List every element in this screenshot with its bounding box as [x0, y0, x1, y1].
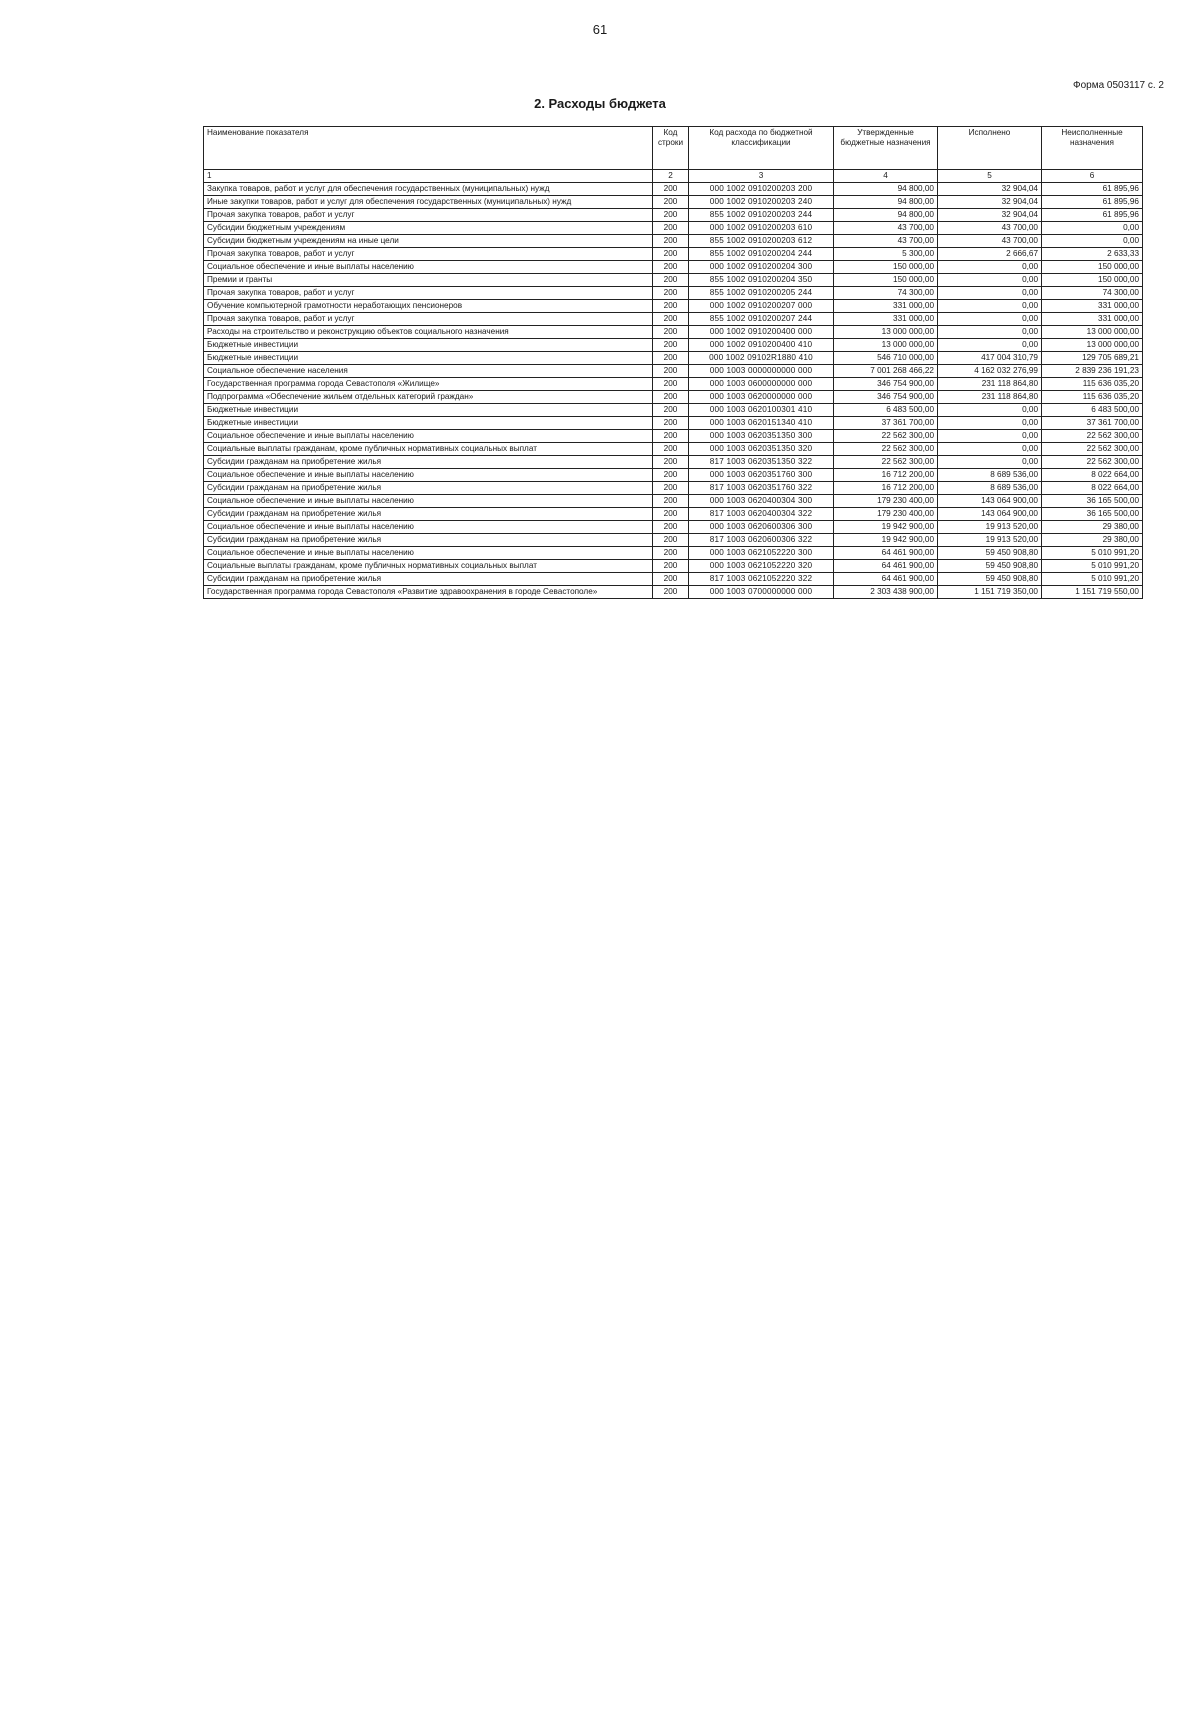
row-name: Социальное обеспечение и иные выплаты населению — [204, 547, 653, 560]
row-name: Расходы на строительство и реконструкцию объектов социального назначения — [204, 326, 653, 339]
row-line-code: 200 — [653, 209, 689, 222]
row-executed-amount: 0,00 — [938, 430, 1042, 443]
row-name: Субсидии гражданам на приобретение жилья — [204, 534, 653, 547]
row-executed-amount: 0,00 — [938, 456, 1042, 469]
row-name: Субсидии бюджетным учреждениям на иные цели — [204, 235, 653, 248]
table-row — [204, 430, 1143, 443]
row-remaining-amount: 150 000,00 — [1042, 261, 1143, 274]
row-executed-amount: 0,00 — [938, 274, 1042, 287]
row-executed-amount: 8 689 536,00 — [938, 469, 1042, 482]
row-name: Субсидии гражданам на приобретение жилья — [204, 482, 653, 495]
row-executed-amount: 32 904,04 — [938, 209, 1042, 222]
row-name: Социальные выплаты гражданам, кроме публичных нормативных социальных выплат — [204, 443, 653, 456]
row-line-code: 200 — [653, 534, 689, 547]
row-approved-amount: 19 942 900,00 — [834, 521, 938, 534]
row-approved-amount: 546 710 000,00 — [834, 352, 938, 365]
row-line-code: 200 — [653, 248, 689, 261]
row-executed-amount: 0,00 — [938, 443, 1042, 456]
row-executed-amount: 59 450 908,80 — [938, 560, 1042, 573]
row-classification-code: 817 1003 0621052220 322 — [689, 573, 834, 586]
row-executed-amount: 43 700,00 — [938, 235, 1042, 248]
row-line-code: 200 — [653, 261, 689, 274]
row-classification-code: 817 1003 0620351350 322 — [689, 456, 834, 469]
table-row — [204, 378, 1143, 391]
row-name: Подпрограмма «Обеспечение жильем отдельных категорий граждан» — [204, 391, 653, 404]
row-executed-amount: 1 151 719 350,00 — [938, 586, 1042, 599]
row-line-code: 200 — [653, 547, 689, 560]
form-code: Форма 0503117 с. 2 — [1072, 80, 1164, 91]
row-line-code: 200 — [653, 391, 689, 404]
header-line-code: Код строки — [653, 127, 689, 170]
row-remaining-amount: 115 636 035,20 — [1042, 391, 1143, 404]
row-classification-code: 855 1002 0910200203 612 — [689, 235, 834, 248]
row-line-code: 200 — [653, 287, 689, 300]
row-classification-code: 000 1002 0910200400 410 — [689, 339, 834, 352]
row-remaining-amount: 150 000,00 — [1042, 274, 1143, 287]
row-name: Социальное обеспечение и иные выплаты населению — [204, 521, 653, 534]
row-remaining-amount: 74 300,00 — [1042, 287, 1143, 300]
row-line-code: 200 — [653, 404, 689, 417]
row-classification-code: 000 1002 0910200400 000 — [689, 326, 834, 339]
table-row — [204, 404, 1143, 417]
row-remaining-amount: 22 562 300,00 — [1042, 430, 1143, 443]
table-row — [204, 508, 1143, 521]
row-approved-amount: 37 361 700,00 — [834, 417, 938, 430]
row-executed-amount: 0,00 — [938, 300, 1042, 313]
row-line-code: 200 — [653, 326, 689, 339]
row-line-code: 200 — [653, 573, 689, 586]
row-approved-amount: 331 000,00 — [834, 313, 938, 326]
row-name: Социальное обеспечение и иные выплаты населению — [204, 430, 653, 443]
table-body — [204, 183, 1143, 599]
row-name: Прочая закупка товаров, работ и услуг — [204, 209, 653, 222]
row-name: Бюджетные инвестиции — [204, 352, 653, 365]
row-executed-amount: 0,00 — [938, 417, 1042, 430]
header-classification-code: Код расхода по бюджетной классификации — [689, 127, 834, 170]
row-remaining-amount: 129 705 689,21 — [1042, 352, 1143, 365]
row-name: Прочая закупка товаров, работ и услуг — [204, 287, 653, 300]
row-executed-amount: 231 118 864,80 — [938, 378, 1042, 391]
row-remaining-amount: 22 562 300,00 — [1042, 456, 1143, 469]
row-classification-code: 855 1002 0910200207 244 — [689, 313, 834, 326]
row-classification-code: 000 1002 09102R1880 410 — [689, 352, 834, 365]
row-classification-code: 817 1003 0620600306 322 — [689, 534, 834, 547]
row-name: Прочая закупка товаров, работ и услуг — [204, 313, 653, 326]
row-line-code: 200 — [653, 274, 689, 287]
row-remaining-amount: 2 839 236 191,23 — [1042, 365, 1143, 378]
row-line-code: 200 — [653, 521, 689, 534]
row-classification-code: 000 1003 0620400304 300 — [689, 495, 834, 508]
row-executed-amount: 417 004 310,79 — [938, 352, 1042, 365]
table-row — [204, 586, 1143, 599]
row-executed-amount: 231 118 864,80 — [938, 391, 1042, 404]
table-row — [204, 235, 1143, 248]
row-name: Прочая закупка товаров, работ и услуг — [204, 248, 653, 261]
table-row — [204, 196, 1143, 209]
row-classification-code: 000 1003 0621052220 320 — [689, 560, 834, 573]
table-row — [204, 417, 1143, 430]
row-approved-amount: 6 483 500,00 — [834, 404, 938, 417]
table-row — [204, 391, 1143, 404]
table-row — [204, 534, 1143, 547]
row-line-code: 200 — [653, 586, 689, 599]
row-executed-amount: 8 689 536,00 — [938, 482, 1042, 495]
row-line-code: 200 — [653, 352, 689, 365]
row-approved-amount: 22 562 300,00 — [834, 430, 938, 443]
row-executed-amount: 0,00 — [938, 339, 1042, 352]
table-row — [204, 261, 1143, 274]
row-line-code: 200 — [653, 469, 689, 482]
table-row — [204, 547, 1143, 560]
row-name: Государственная программа города Севастополя «Развитие здравоохранения в городе Севастополе» — [204, 586, 653, 599]
header-approved: Утвержденные бюджетные назначения — [834, 127, 938, 170]
row-name: Социальные выплаты гражданам, кроме публичных нормативных социальных выплат — [204, 560, 653, 573]
row-line-code: 200 — [653, 339, 689, 352]
table-row — [204, 352, 1143, 365]
row-executed-amount: 143 064 900,00 — [938, 508, 1042, 521]
row-name: Бюджетные инвестиции — [204, 417, 653, 430]
row-approved-amount: 43 700,00 — [834, 222, 938, 235]
row-approved-amount: 179 230 400,00 — [834, 508, 938, 521]
row-line-code: 200 — [653, 482, 689, 495]
row-name: Обучение компьютерной грамотности неработающих пенсионеров — [204, 300, 653, 313]
row-remaining-amount: 22 562 300,00 — [1042, 443, 1143, 456]
row-name: Премии и гранты — [204, 274, 653, 287]
table-row — [204, 560, 1143, 573]
row-classification-code: 000 1003 0620351350 300 — [689, 430, 834, 443]
row-classification-code: 817 1003 0620400304 322 — [689, 508, 834, 521]
row-line-code: 200 — [653, 235, 689, 248]
table-row — [204, 183, 1143, 196]
header-row — [204, 127, 1143, 170]
row-executed-amount: 0,00 — [938, 313, 1042, 326]
row-remaining-amount: 29 380,00 — [1042, 521, 1143, 534]
table-row — [204, 443, 1143, 456]
row-approved-amount: 346 754 900,00 — [834, 391, 938, 404]
row-name: Закупка товаров, работ и услуг для обеспечения государственных (муниципальных) нужд — [204, 183, 653, 196]
page-title: 2. Расходы бюджета — [534, 96, 666, 111]
row-executed-amount: 143 064 900,00 — [938, 495, 1042, 508]
row-approved-amount: 22 562 300,00 — [834, 443, 938, 456]
row-line-code: 200 — [653, 560, 689, 573]
row-approved-amount: 94 800,00 — [834, 196, 938, 209]
row-approved-amount: 64 461 900,00 — [834, 573, 938, 586]
row-approved-amount: 179 230 400,00 — [834, 495, 938, 508]
row-executed-amount: 59 450 908,80 — [938, 573, 1042, 586]
column-number: 1 — [204, 170, 653, 183]
row-line-code: 200 — [653, 430, 689, 443]
row-remaining-amount: 37 361 700,00 — [1042, 417, 1143, 430]
header-remaining: Неисполненные назначения — [1042, 127, 1143, 170]
table-row — [204, 222, 1143, 235]
row-executed-amount: 0,00 — [938, 326, 1042, 339]
row-classification-code: 000 1003 0620600306 300 — [689, 521, 834, 534]
row-classification-code: 855 1002 0910200205 244 — [689, 287, 834, 300]
table-row — [204, 521, 1143, 534]
table-row — [204, 209, 1143, 222]
row-classification-code: 000 1002 0910200203 610 — [689, 222, 834, 235]
row-executed-amount: 0,00 — [938, 404, 1042, 417]
table-row — [204, 469, 1143, 482]
row-approved-amount: 94 800,00 — [834, 209, 938, 222]
row-classification-code: 000 1003 0620351350 320 — [689, 443, 834, 456]
row-remaining-amount: 0,00 — [1042, 235, 1143, 248]
row-line-code: 200 — [653, 365, 689, 378]
column-number-row — [204, 170, 1143, 183]
row-name: Субсидии гражданам на приобретение жилья — [204, 573, 653, 586]
row-remaining-amount: 8 022 664,00 — [1042, 469, 1143, 482]
row-name: Государственная программа города Севастополя «Жилище» — [204, 378, 653, 391]
table-row — [204, 287, 1143, 300]
row-executed-amount: 0,00 — [938, 261, 1042, 274]
row-remaining-amount: 6 483 500,00 — [1042, 404, 1143, 417]
row-approved-amount: 16 712 200,00 — [834, 469, 938, 482]
row-approved-amount: 346 754 900,00 — [834, 378, 938, 391]
row-line-code: 200 — [653, 222, 689, 235]
row-remaining-amount: 331 000,00 — [1042, 300, 1143, 313]
row-approved-amount: 19 942 900,00 — [834, 534, 938, 547]
row-approved-amount: 16 712 200,00 — [834, 482, 938, 495]
column-number: 3 — [689, 170, 834, 183]
row-approved-amount: 150 000,00 — [834, 274, 938, 287]
row-classification-code: 817 1003 0620351760 322 — [689, 482, 834, 495]
row-classification-code: 000 1003 0621052220 300 — [689, 547, 834, 560]
row-classification-code: 000 1003 0600000000 000 — [689, 378, 834, 391]
row-name: Бюджетные инвестиции — [204, 404, 653, 417]
table-row — [204, 300, 1143, 313]
row-remaining-amount: 61 895,96 — [1042, 183, 1143, 196]
row-line-code: 200 — [653, 183, 689, 196]
row-approved-amount: 22 562 300,00 — [834, 456, 938, 469]
row-name: Бюджетные инвестиции — [204, 339, 653, 352]
row-classification-code: 000 1003 0620100301 410 — [689, 404, 834, 417]
row-approved-amount: 150 000,00 — [834, 261, 938, 274]
row-remaining-amount: 1 151 719 550,00 — [1042, 586, 1143, 599]
row-remaining-amount: 2 633,33 — [1042, 248, 1143, 261]
row-remaining-amount: 36 165 500,00 — [1042, 508, 1143, 521]
row-classification-code: 000 1002 0910200203 200 — [689, 183, 834, 196]
row-line-code: 200 — [653, 456, 689, 469]
row-approved-amount: 7 001 268 466,22 — [834, 365, 938, 378]
column-number: 2 — [653, 170, 689, 183]
row-classification-code: 000 1003 0620151340 410 — [689, 417, 834, 430]
page-number: 61 — [592, 22, 608, 37]
row-classification-code: 855 1002 0910200204 244 — [689, 248, 834, 261]
row-name: Социальное обеспечение и иные выплаты населению — [204, 261, 653, 274]
table-row — [204, 573, 1143, 586]
row-classification-code: 000 1003 0700000000 000 — [689, 586, 834, 599]
row-name: Социальное обеспечение и иные выплаты населению — [204, 495, 653, 508]
row-remaining-amount: 61 895,96 — [1042, 196, 1143, 209]
column-number: 5 — [938, 170, 1042, 183]
row-classification-code: 000 1003 0620000000 000 — [689, 391, 834, 404]
row-name: Социальное обеспечение населения — [204, 365, 653, 378]
row-remaining-amount: 115 636 035,20 — [1042, 378, 1143, 391]
row-approved-amount: 13 000 000,00 — [834, 339, 938, 352]
row-line-code: 200 — [653, 508, 689, 521]
row-classification-code: 000 1002 0910200203 240 — [689, 196, 834, 209]
table-row — [204, 482, 1143, 495]
table-row — [204, 326, 1143, 339]
row-name: Субсидии гражданам на приобретение жилья — [204, 456, 653, 469]
row-approved-amount: 64 461 900,00 — [834, 560, 938, 573]
row-executed-amount: 0,00 — [938, 287, 1042, 300]
row-executed-amount: 4 162 032 276,99 — [938, 365, 1042, 378]
row-executed-amount: 59 450 908,80 — [938, 547, 1042, 560]
row-classification-code: 855 1002 0910200203 244 — [689, 209, 834, 222]
row-remaining-amount: 5 010 991,20 — [1042, 573, 1143, 586]
row-remaining-amount: 61 895,96 — [1042, 209, 1143, 222]
table-row — [204, 339, 1143, 352]
header-indicator-name: Наименование показателя — [204, 127, 653, 170]
header-executed: Исполнено — [938, 127, 1042, 170]
row-remaining-amount: 29 380,00 — [1042, 534, 1143, 547]
row-remaining-amount: 36 165 500,00 — [1042, 495, 1143, 508]
row-executed-amount: 32 904,04 — [938, 183, 1042, 196]
row-remaining-amount: 13 000 000,00 — [1042, 339, 1143, 352]
column-number: 6 — [1042, 170, 1143, 183]
row-line-code: 200 — [653, 313, 689, 326]
row-executed-amount: 2 666,67 — [938, 248, 1042, 261]
row-name: Субсидии бюджетным учреждениям — [204, 222, 653, 235]
row-name: Иные закупки товаров, работ и услуг для обеспечения государственных (муниципальных) нужд — [204, 196, 653, 209]
row-remaining-amount: 8 022 664,00 — [1042, 482, 1143, 495]
column-number: 4 — [834, 170, 938, 183]
row-remaining-amount: 13 000 000,00 — [1042, 326, 1143, 339]
table-row — [204, 248, 1143, 261]
row-approved-amount: 64 461 900,00 — [834, 547, 938, 560]
row-approved-amount: 94 800,00 — [834, 183, 938, 196]
row-name: Социальное обеспечение и иные выплаты населению — [204, 469, 653, 482]
budget-expenses-table-wrapper — [203, 126, 1142, 599]
row-approved-amount: 43 700,00 — [834, 235, 938, 248]
row-remaining-amount: 5 010 991,20 — [1042, 560, 1143, 573]
row-approved-amount: 5 300,00 — [834, 248, 938, 261]
row-classification-code: 855 1002 0910200204 350 — [689, 274, 834, 287]
table-row — [204, 274, 1143, 287]
table-row — [204, 495, 1143, 508]
row-approved-amount: 331 000,00 — [834, 300, 938, 313]
table-row — [204, 365, 1143, 378]
row-remaining-amount: 0,00 — [1042, 222, 1143, 235]
row-approved-amount: 13 000 000,00 — [834, 326, 938, 339]
row-line-code: 200 — [653, 417, 689, 430]
row-executed-amount: 43 700,00 — [938, 222, 1042, 235]
row-line-code: 200 — [653, 196, 689, 209]
row-approved-amount: 74 300,00 — [834, 287, 938, 300]
row-classification-code: 000 1003 0000000000 000 — [689, 365, 834, 378]
row-line-code: 200 — [653, 495, 689, 508]
row-line-code: 200 — [653, 443, 689, 456]
row-executed-amount: 19 913 520,00 — [938, 534, 1042, 547]
row-classification-code: 000 1002 0910200207 000 — [689, 300, 834, 313]
row-line-code: 200 — [653, 378, 689, 391]
row-executed-amount: 32 904,04 — [938, 196, 1042, 209]
table-row — [204, 456, 1143, 469]
row-classification-code: 000 1002 0910200204 300 — [689, 261, 834, 274]
table-row — [204, 313, 1143, 326]
row-remaining-amount: 5 010 991,20 — [1042, 547, 1143, 560]
row-executed-amount: 19 913 520,00 — [938, 521, 1042, 534]
row-name: Субсидии гражданам на приобретение жилья — [204, 508, 653, 521]
row-line-code: 200 — [653, 300, 689, 313]
row-classification-code: 000 1003 0620351760 300 — [689, 469, 834, 482]
budget-expenses-table — [203, 126, 1143, 599]
row-remaining-amount: 331 000,00 — [1042, 313, 1143, 326]
row-approved-amount: 2 303 438 900,00 — [834, 586, 938, 599]
